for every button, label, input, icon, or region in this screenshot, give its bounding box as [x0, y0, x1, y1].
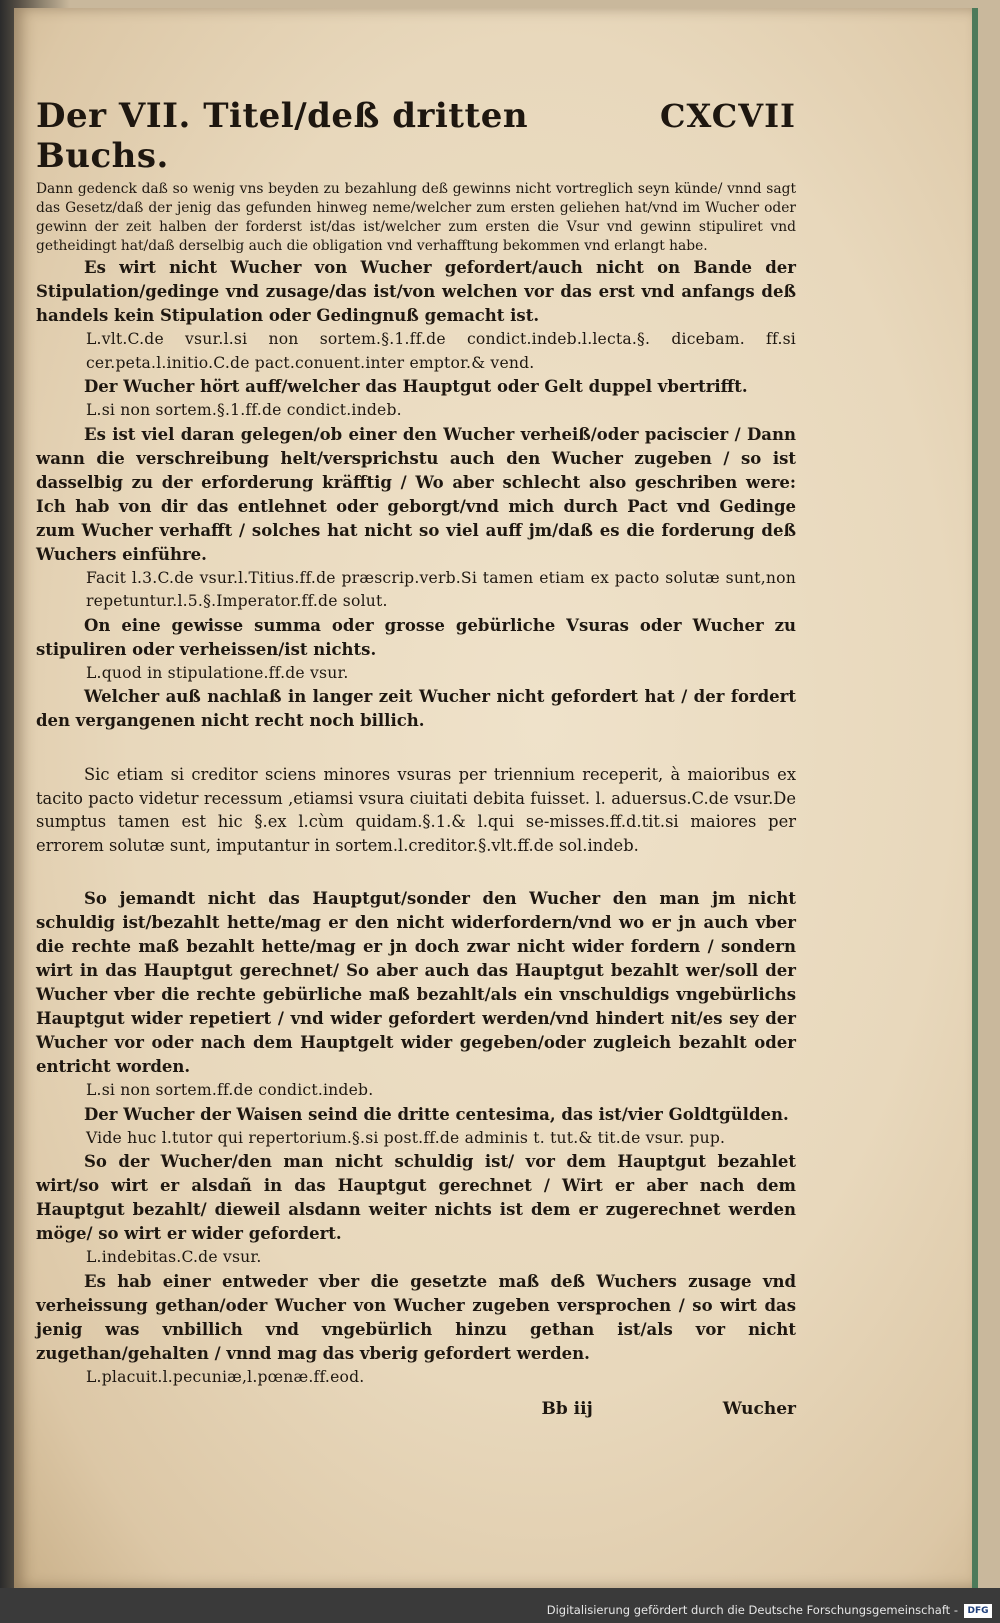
signature-mark: Bb iij: [541, 1399, 593, 1419]
running-title: Der VII. Titel/deß dritten Buchs.: [36, 96, 529, 176]
citation-8: L.placuit.l.pecuniæ,l.pœnæ.ff.eod.: [86, 1367, 365, 1386]
book-page: [14, 8, 978, 1588]
scan-credit-text: Digitalisierung gefördert durch die Deutsche Forschungsgemeinschaft -: [546, 1603, 958, 1617]
citation-1: L.vlt.C.de vsur.l.si non sortem.§.1.ff.de condict.indeb.l.lecta.§. dicebam. ff.si cer.peta.l.initio.C.de pact.conuent.inter emptor.& vend.: [86, 330, 796, 372]
paragraph-rule-2: Der Wucher hört auff/welcher das Hauptgut oder Gelt duppel vbertrifft.: [84, 377, 748, 396]
folio-number: CXCVII: [660, 97, 796, 135]
citation-3: Facit l.3.C.de vsur.l.Titius.ff.de præscrip.verb.Si tamen etiam ex pacto solutæ sunt,non repetuntur.l.5.§.Imperator.ff.de solut.: [86, 568, 796, 610]
paragraph-latin-note: Sic etiam si creditor sciens minores vsuras per triennium receperit, à maioribus ex tacito pacto videtur recessum ,etiamsi vsura ciuitati debita fuisset. l. aduersus.C.de vsur.De sumptus tamen est hic §.ex l.cùm quidam.§.1.& l.qui se-misses.ff.d.tit.si maiores per errorem solutæ sunt, imputantur in sortem.l.creditor.§.vlt.ff.de sol.indeb.: [36, 765, 796, 855]
paragraph-rule-1: Es wirt nicht Wucher von Wucher gefordert/auch nicht on Bande der Stipulation/gedinge vnd zusage/das ist/von welchen vor das erst vnd anfangs deß handels kein Stipulation oder Gedingnuß gemacht ist.: [36, 258, 796, 325]
spacer: [36, 857, 796, 887]
citation-5: L.si non sortem.ff.de condict.indeb.: [86, 1081, 374, 1099]
catchword: Wucher: [722, 1399, 796, 1419]
page-footer: [36, 1399, 796, 1419]
paragraph-rule-8: So der Wucher/den man nicht schuldig ist/ vor dem Hauptgut bezahlet wirt/so wirt er alsdañ in das Hauptgut gerechnet / Wirt er aber nach dem Hauptgut bezahlt/ dieweil alsdann weiter nichts ist dem er zugerechnet werden möge/ so wirt er wider gefordert.: [36, 1152, 796, 1243]
page-content: [36, 96, 796, 1419]
citation-7: L.indebitas.C.de vsur.: [86, 1248, 262, 1266]
citation-4: L.quod in stipulatione.ff.de vsur.: [86, 663, 349, 682]
paragraph-rule-5: Welcher auß nachlaß in langer zeit Wucher nicht gefordert hat / der fordert den vergangenen nicht recht noch billich.: [36, 687, 796, 730]
paragraph-rule-4: On eine gewisse summa oder grosse gebürliche Vsuras oder Wucher zu stipuliren oder verheissen/ist nichts.: [36, 615, 796, 659]
paragraph-rule-9: Es hab einer entweder vber die gesetzte maß deß Wuchers zusage vnd verheissung gethan/oder Wucher von Wucher zugeben versprochen / so wirt das jenig was vnbillich vnd vngebürlich hinzu gethan ist/als vor nicht zugethan/gehalten / vnnd mag das vberig gefordert werden.: [36, 1271, 796, 1363]
paragraph-intro: Dann gedenck daß so wenig vns beyden zu bezahlung deß gewinns nicht vortreglich seyn künde/ vnnd sagt das Gesetz/daß der jenig das gefunden hinweg neme/welcher zum ersten geliehen hat/vnd im Wucher oder gewinn der zeit halben der forderst ist/das ist/welcher zum ersten die Vsur vnd gewinn stipuliret vnd getheidingt hat/daß derselbig auch die obligation vnd verhafftung bekommen vnd erlangt habe.: [36, 181, 796, 254]
paragraph-rule-7: Der Wucher der Waisen seind die dritte centesima, das ist/vier Goldtgülden.: [84, 1104, 789, 1124]
paragraph-rule-6: So jemandt nicht das Hauptgut/sonder den Wucher den man jm nicht schuldig ist/bezahlt hette/mag er den nicht widerfordern/vnd wo er jn auch vber die rechte maß bezahlt hette/mag er jn doch zwar nicht wider fordern / sondern wirt in das Hauptgut gerechnet/ So aber auch das Hauptgut bezahlt wer/soll der Wucher vber die rechte gebürliche maß bezahlt/als ein vnschuldigs vngebürlichs Hauptgut wider repetiert / vnd wider gefordert werden/vnd hindert nit/es sey der Wucher vor oder nach dem Hauptgelt wider gegeben/oder zugleich bezahlt oder entricht worden.: [36, 889, 796, 1076]
running-header: [36, 96, 796, 176]
citation-2: L.si non sortem.§.1.ff.de condict.indeb.: [86, 401, 402, 419]
spacer: [36, 733, 796, 763]
dfg-logo-icon: DFG: [964, 1604, 992, 1618]
paragraph-rule-3: Es ist viel daran gelegen/ob einer den Wucher verheiß/oder paciscier / Dann wann die verschreibung helt/versprichstu auch den Wucher zugeben / so ist dasselbig zu der erforderung kräfftig / Wo aber schlecht also geschriben were: Ich hab von dir das entlehnet oder geborgt/vnd mich durch Pact vnd Gedinge zum Wucher verhafft / solches hat nicht so viel auff jm/daß es die forderung deß Wuchers einführe.: [36, 424, 796, 564]
citation-6: Vide huc l.tutor qui repertorium.§.si post.ff.de adminis t. tut.& tit.de vsur. pup.: [86, 1128, 726, 1147]
